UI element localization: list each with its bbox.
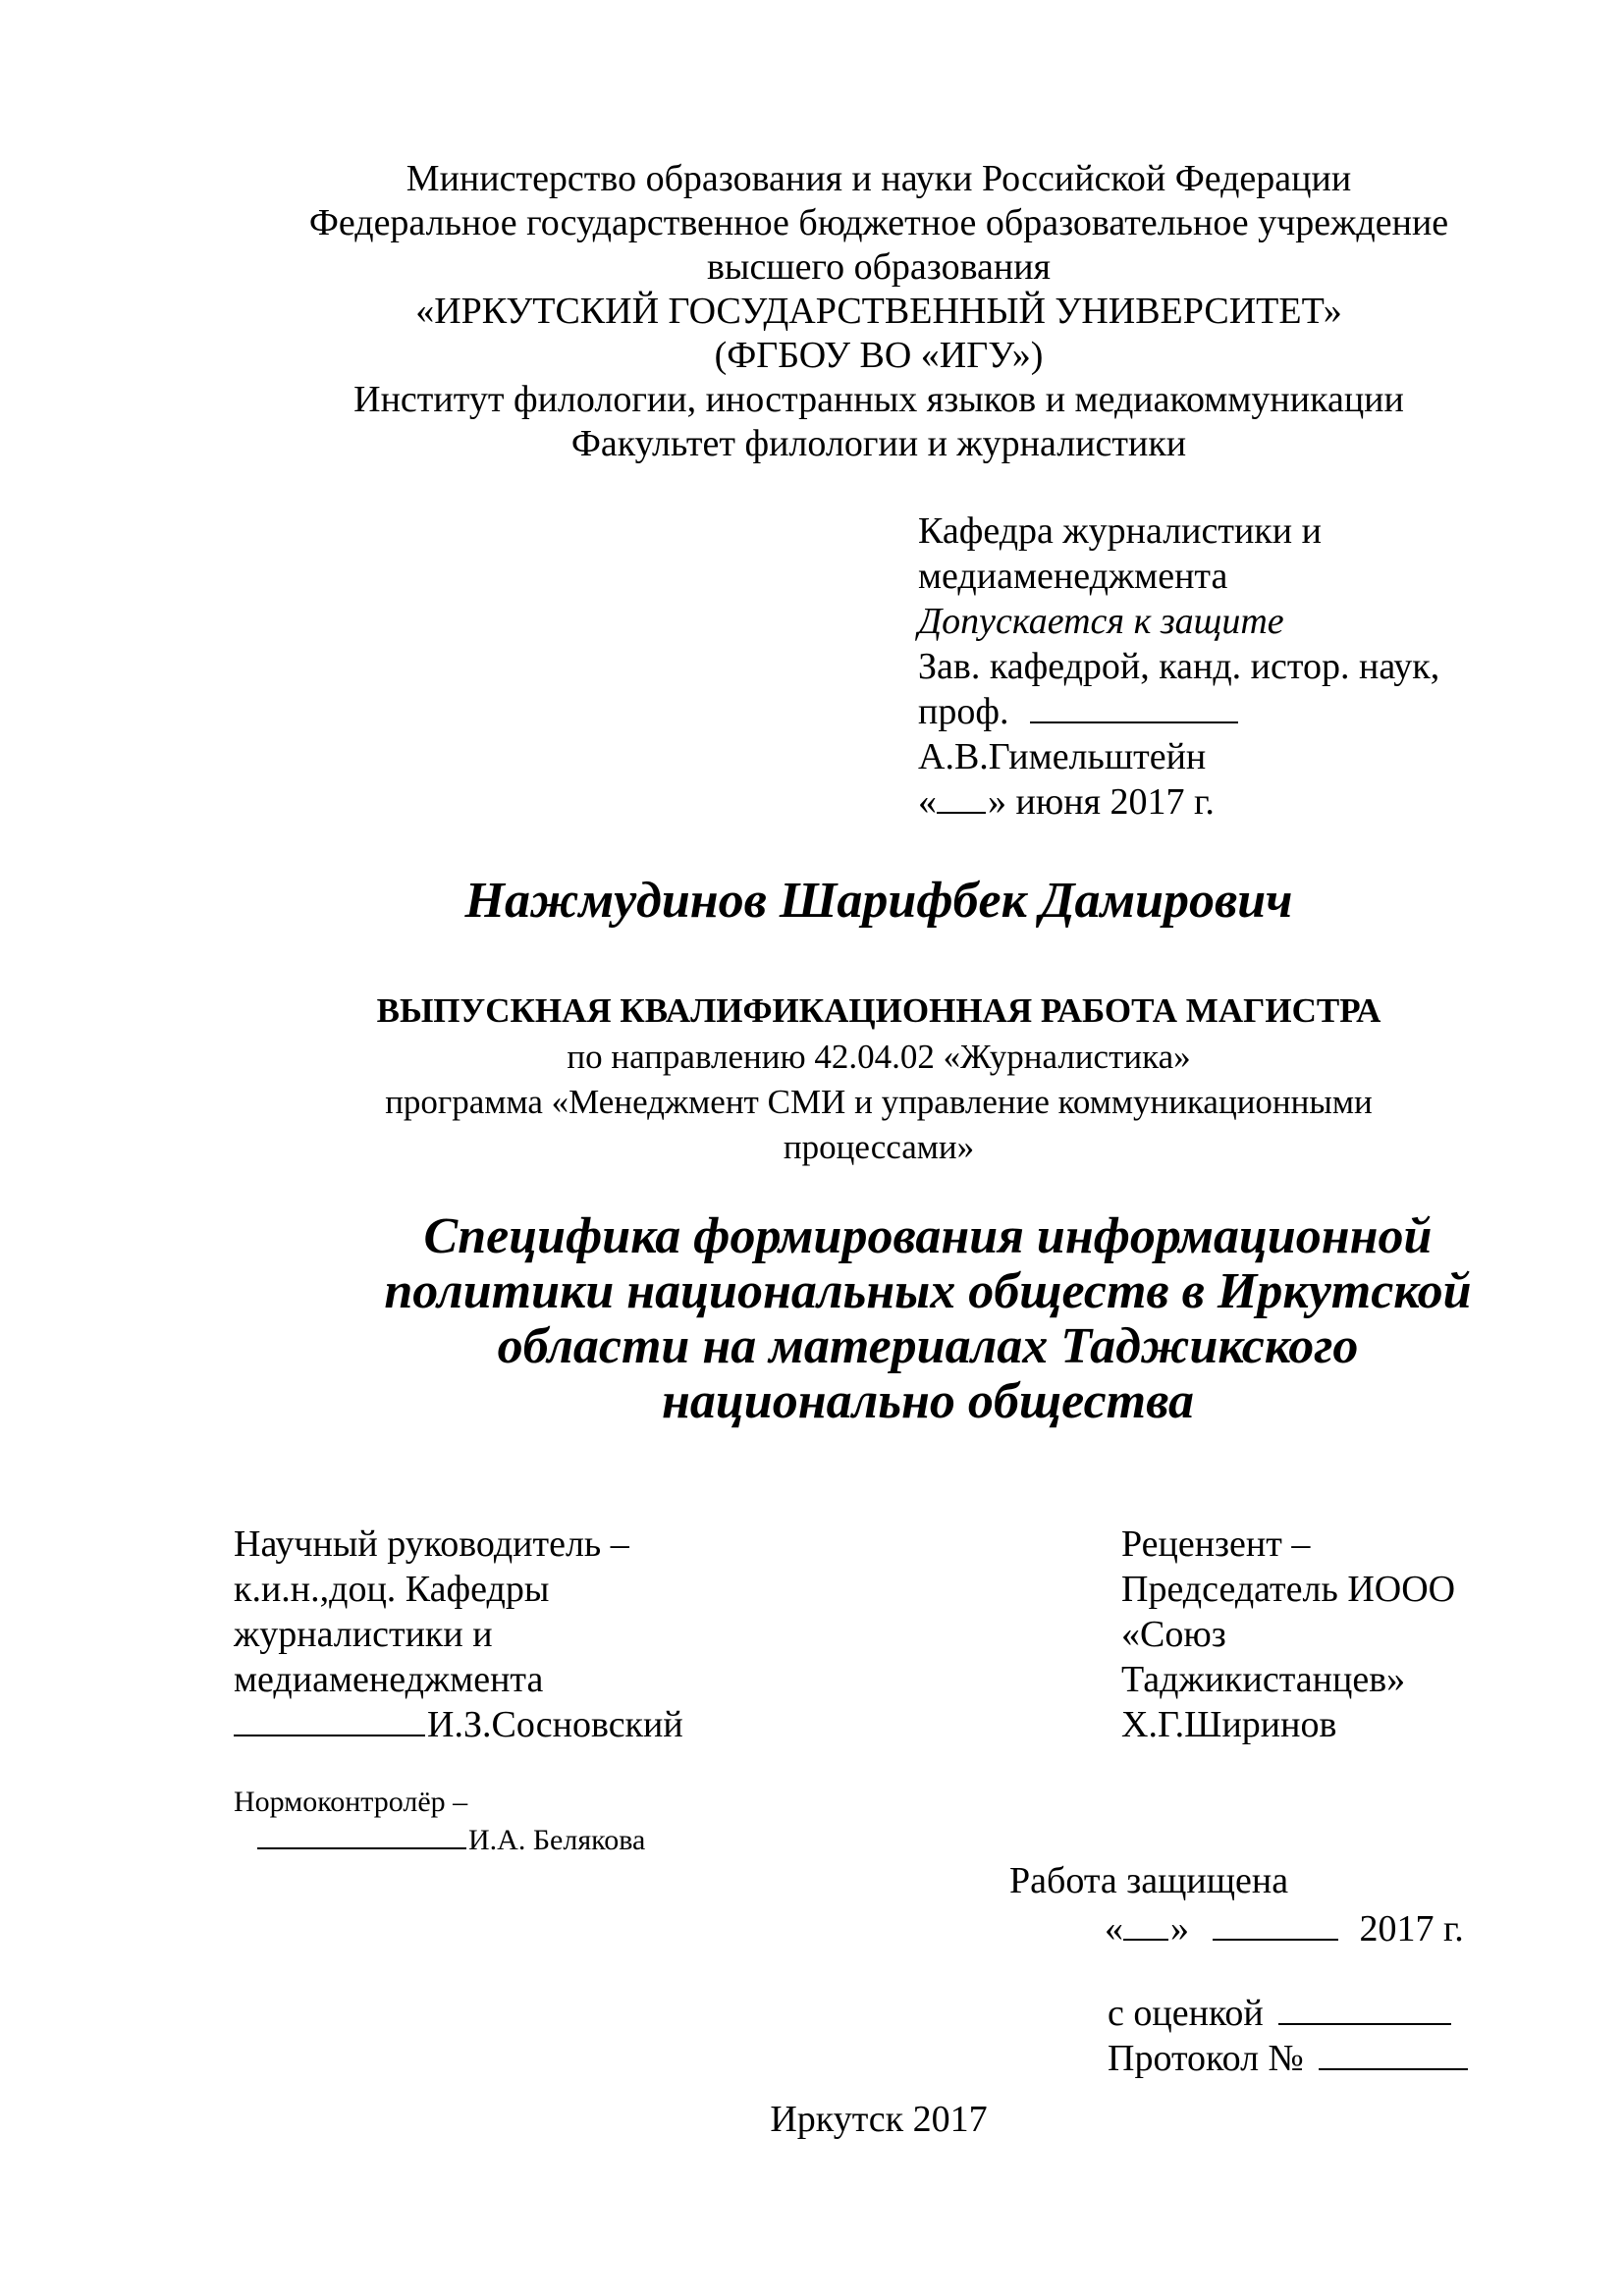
date-rest: » июня 2017 г. <box>988 781 1215 823</box>
topic-line-3: области на материалах Таджикского <box>497 1318 1359 1374</box>
topic-line-2: политики национальных обществ в Иркутской <box>384 1263 1472 1319</box>
header-line-3: высшего образования <box>706 246 1052 288</box>
grade-label: с оценкой <box>1108 1993 1264 2034</box>
header-line-6: Институт филологии, иностранных языков и медиакоммуникации <box>353 379 1404 420</box>
work-type: ВЫПУСКНАЯ КВАЛИФИКАЦИОННАЯ РАБОТА МАГИСТРА <box>376 991 1381 1030</box>
defense-title: Работа защищена <box>1009 1860 1289 1901</box>
supervisor-name: И.З.Сосновский <box>427 1704 683 1745</box>
work-direction: по направлению 42.04.02 «Журналистика» <box>567 1038 1191 1076</box>
work-program-line-1: программа «Менеджмент СМИ и управление коммуникационными <box>385 1083 1373 1121</box>
normcontrol-label: Нормоконтролёр – <box>234 1786 468 1818</box>
reviewer-name: Х.Г.Ширинов <box>1121 1704 1337 1745</box>
protocol-label: Протокол № <box>1108 2038 1304 2079</box>
defense-protocol <box>1108 2036 1470 2081</box>
date-close-quote: » <box>1170 1908 1189 1949</box>
header-line-5: (ФГБОУ ВО «ИГУ») <box>714 335 1044 376</box>
supervisor-line-1: Научный руководитель – <box>234 1523 629 1565</box>
header-line-4: «ИРКУТСКИЙ ГОСУДАРСТВЕННЫЙ УНИВЕРСИТЕТ» <box>415 291 1342 332</box>
supervisor-signature <box>234 1702 683 1747</box>
defense-year: 2017 г. <box>1359 1908 1464 1949</box>
grade-blank <box>1278 2023 1451 2025</box>
author-name: Нажмудинов Шарифбек Дамирович <box>464 873 1293 929</box>
prof-label: проф. <box>918 691 1009 732</box>
date-open-quote: « <box>1105 1908 1123 1949</box>
topic-line-1: Специфика формирования информационной <box>423 1208 1433 1264</box>
defense-date <box>1105 1906 1464 1951</box>
supervisor-line-2: к.и.н.,доц. Кафедры <box>234 1569 550 1610</box>
supervisor-line-3: журналистики и <box>234 1614 493 1655</box>
head-title: Зав. кафедрой, канд. истор. наук, <box>918 646 1440 687</box>
signature-blank <box>1030 721 1238 723</box>
reviewer-line-1: Рецензент – <box>1121 1523 1311 1565</box>
signature-blank <box>234 1735 425 1736</box>
normcontrol-signature <box>257 1820 645 1861</box>
topic-line-4: национально общества <box>662 1373 1194 1429</box>
reviewer-line-2: Председатель ИООО <box>1121 1569 1456 1610</box>
prof-signature-line <box>918 689 1240 734</box>
work-program-line-2: процессами» <box>783 1128 975 1166</box>
protocol-blank <box>1319 2068 1468 2070</box>
supervisor-line-4: медиаменеджмента <box>234 1659 544 1700</box>
date-open-quote: « <box>918 781 937 823</box>
header-line-2: Федеральное государственное бюджетное образовательное учреждение <box>308 202 1449 243</box>
month-blank <box>1213 1939 1338 1941</box>
department-line-2: медиаменеджмента <box>918 556 1228 597</box>
department-line-1: Кафедра журналистики и <box>918 510 1322 552</box>
header-line-1: Министерство образования и науки Российской Федерации <box>406 158 1352 199</box>
admitted-label: Допускается к защите <box>918 601 1284 642</box>
reviewer-line-4: Таджикистанцев» <box>1121 1659 1406 1700</box>
defense-grade <box>1108 1991 1453 2036</box>
signature-blank <box>257 1847 466 1849</box>
city-year: Иркутск 2017 <box>770 2099 988 2140</box>
normcontrol-name: И.А. Белякова <box>468 1824 646 1856</box>
day-blank <box>1123 1939 1168 1941</box>
approval-date <box>918 779 1215 825</box>
reviewer-line-3: «Союз <box>1121 1614 1226 1655</box>
head-name: А.В.Гимельштейн <box>918 736 1207 777</box>
day-blank <box>937 812 986 814</box>
header-line-7: Факультет филологии и журналистики <box>570 423 1187 464</box>
